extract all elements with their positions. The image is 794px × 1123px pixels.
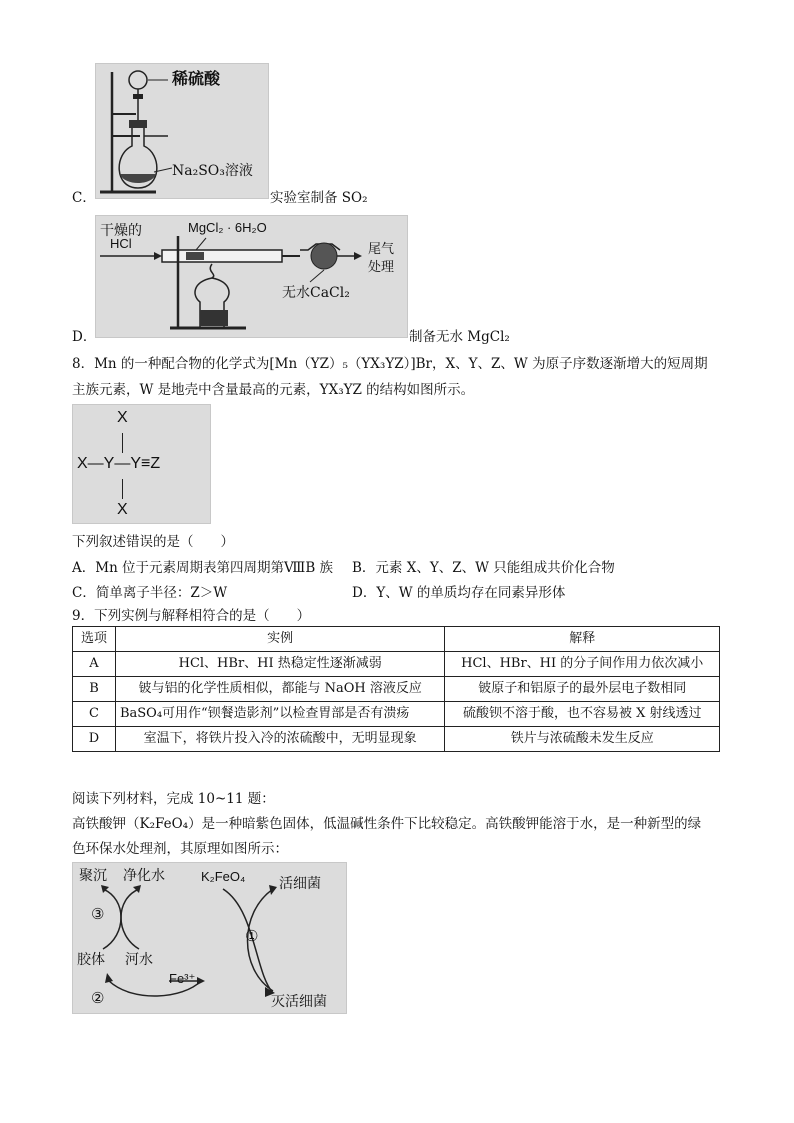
structure-top-x: X [117,409,128,426]
label-step-1: ① [245,927,259,945]
salt-label: MgCl₂ · 6H₂O [188,220,267,235]
reading-intro: 阅读下列材料，完成 10~11 题： [72,791,275,807]
acid-label: 稀硫酸 [172,69,221,88]
row-example: HCl、HBr、HI 热稳定性逐渐减弱 [115,652,444,677]
figure-mgcl2-apparatus [95,215,408,338]
label-inactivated-bacteria: 灭活细菌 [271,994,327,1010]
label-fe3: Fe³⁺ [169,971,196,986]
row-explanation: HCl、HBr、HI 的分子间作用力依次减小 [445,652,720,677]
q8-prompt: 下列叙述错误的是（ ） [72,534,234,550]
table-header-row [73,627,720,652]
solution-label: Na₂SO₃溶液 [172,163,253,179]
tail-label-2: 处理 [368,260,395,275]
hcl-label: HCl [110,236,132,251]
figure-water-treatment-cycle [72,862,347,1014]
row-explanation: 铍原子和铝原子的最外层电子数相同 [445,677,720,702]
q8-option-b: B．元素 X、Y、Z、W 只能组成共价化合物 [352,560,615,576]
header-option: 选项 [73,627,116,652]
header-example: 实例 [115,627,444,652]
row-example: BaSO₄可用作“钡餐造影剂”以检查胃部是否有溃疡 [115,702,444,727]
q9-title: 9．下列实例与解释相符合的是（ ） [72,608,311,624]
q8-option-d: D．Y、W 的单质均存在同素异形体 [352,585,566,601]
row-example: 室温下，将铁片投入冷的浓硫酸中，无明显现象 [115,727,444,752]
tail-label-1: 尾气 [368,242,395,257]
q8-option-a: A．Mn 位于元素周期表第四周期第ⅧB 族 [72,560,334,576]
row-option: C [73,702,116,727]
reading-line-2: 色环保水处理剂，其原理如图所示： [72,841,288,857]
label-k2feo4: K₂FeO₄ [201,869,246,884]
option-c-caption: 实验室制备 SO₂ [270,190,368,206]
structure-bottom-x: X [117,501,128,518]
row-option: B [73,677,116,702]
label-live-bacteria: 活细菌 [279,876,321,892]
q9-table [72,626,720,752]
figure-structure [72,404,211,524]
row-option: A [73,652,116,677]
table-row [73,652,720,677]
option-d-label: D． [72,329,97,345]
row-explanation: 硫酸钡不溶于酸，也不容易被 X 射线透过 [445,702,720,727]
table-row [73,727,720,752]
table-row [73,677,720,702]
q8-option-c: C．简单离子半径：Z＞W [72,585,228,601]
label-step-3: ③ [91,905,105,923]
header-explanation: 解释 [445,627,720,652]
table-row [73,702,720,727]
structure-vertical-bottom [122,479,123,499]
label-coagulation: 聚沉 [79,868,107,884]
reading-line-1: 高铁酸钾（K₂FeO₄）是一种暗紫色固体，低温碱性条件下比较稳定。高铁酸钾能溶于水，是一种新型的绿 [72,816,702,832]
row-explanation: 铁片与浓硫酸未发生反应 [445,727,720,752]
option-c-label: C． [72,190,96,206]
q8-stem-line-1: 8．Mn 的一种配合物的化学式为[Mn（YZ）₅（YX₃YZ）]Br，X、Y、Z、W 为原子序数逐渐增大的短周期 [72,356,708,372]
label-step-2: ② [91,989,105,1007]
label-colloid: 胶体 [77,952,105,968]
label-purified-water: 净化水 [123,868,165,884]
cacl2-label: 无水CaCl₂ [282,285,350,301]
dry-label: 干燥的 [100,223,142,239]
row-example: 铍与铝的化学性质相似，都能与 NaOH 溶液反应 [115,677,444,702]
figure-so2-apparatus [95,63,269,199]
q8-stem-line-2: 主族元素，W 是地壳中含量最高的元素，YX₃YZ 的结构如图所示。 [72,382,475,398]
structure-middle: X—Y—Y≡Z [77,455,161,472]
label-river-water: 河水 [125,952,153,968]
option-d-caption: 制备无水 MgCl₂ [409,329,510,345]
structure-vertical-top [122,433,123,453]
row-option: D [73,727,116,752]
